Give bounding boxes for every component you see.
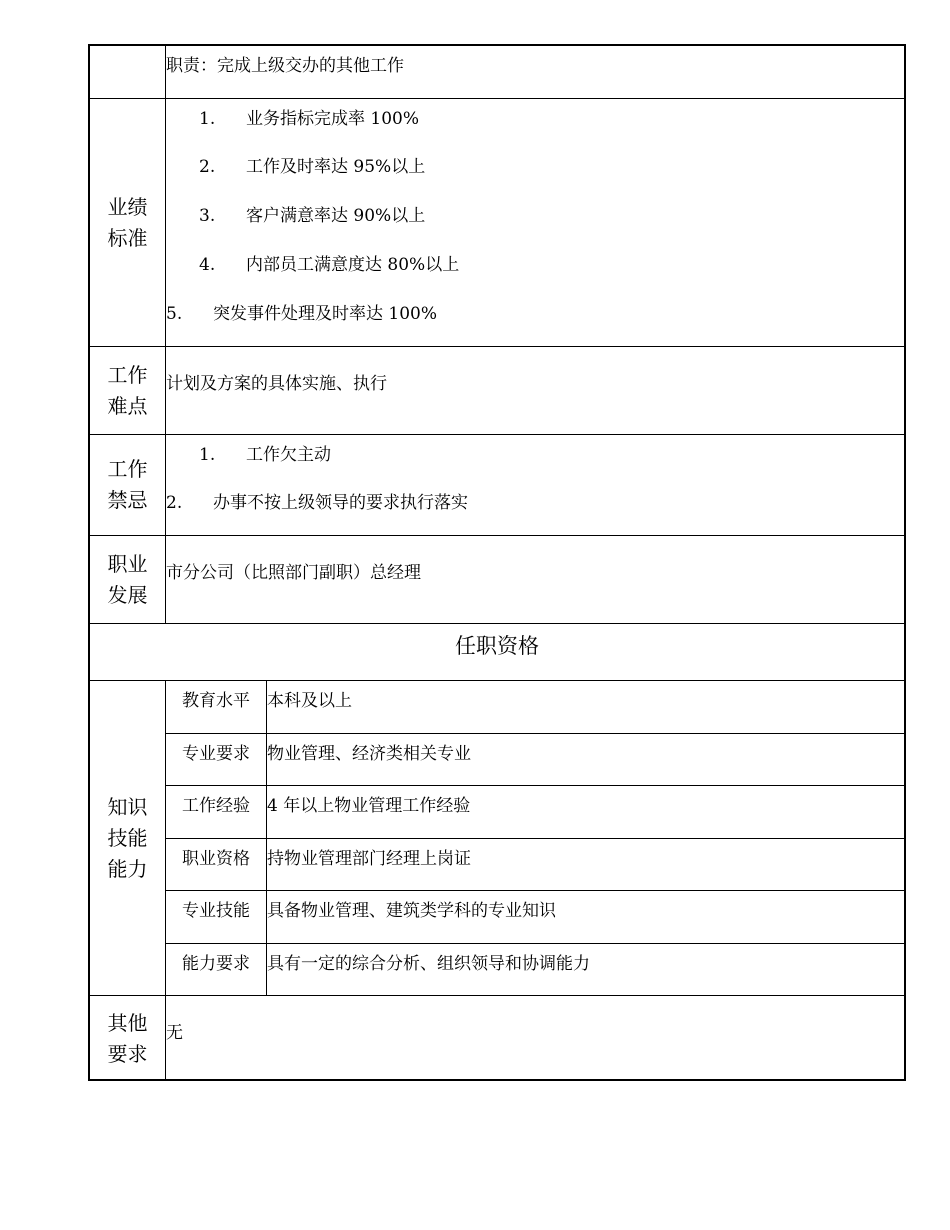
knowledge-row bbox=[90, 681, 904, 996]
table-row bbox=[166, 681, 904, 734]
job-description-table bbox=[88, 44, 906, 1081]
performance-label: 业绩标准 bbox=[90, 99, 166, 346]
other-row bbox=[90, 996, 904, 1081]
list-item: 4. 内部员工满意度达 80%以上 bbox=[199, 255, 460, 275]
career-label: 职业发展 bbox=[90, 536, 166, 623]
table-row bbox=[166, 734, 904, 786]
requirement-name: 职业资格 bbox=[166, 839, 267, 890]
difficulty-text: 计划及方案的具体实施、执行 bbox=[166, 374, 387, 394]
career-content bbox=[166, 536, 904, 623]
list-item: 1. 业务指标完成率 100% bbox=[199, 109, 420, 129]
qualification-heading: 任职资格 bbox=[455, 634, 539, 658]
other-content bbox=[166, 996, 904, 1081]
table-row bbox=[166, 839, 904, 891]
other-label: 其他要求 bbox=[90, 996, 166, 1081]
list-item: 1. 工作欠主动 bbox=[199, 445, 331, 465]
requirement-value: 本科及以上 bbox=[267, 691, 352, 711]
requirement-name: 教育水平 bbox=[166, 681, 267, 733]
requirement-value: 物业管理、经济类相关专业 bbox=[267, 744, 471, 764]
table-row bbox=[166, 944, 904, 996]
performance-row bbox=[90, 99, 904, 347]
table-row bbox=[166, 891, 904, 944]
requirement-name: 专业技能 bbox=[166, 891, 267, 943]
career-text: 市分公司（比照部门副职）总经理 bbox=[166, 563, 421, 583]
list-item: 2. 工作及时率达 95%以上 bbox=[199, 157, 426, 177]
taboo-label: 工作禁忌 bbox=[90, 435, 166, 535]
duty-label-cell bbox=[90, 46, 166, 98]
requirement-name: 专业要求 bbox=[166, 734, 267, 785]
list-item: 3. 客户满意率达 90%以上 bbox=[199, 206, 426, 226]
difficulty-content bbox=[166, 347, 904, 434]
knowledge-label: 知识技能能力 bbox=[90, 681, 166, 995]
performance-content bbox=[166, 99, 904, 346]
qualification-heading-row bbox=[90, 624, 904, 681]
taboo-content bbox=[166, 435, 904, 535]
career-row bbox=[90, 536, 904, 624]
duty-text: 职责：完成上级交办的其他工作 bbox=[166, 56, 404, 76]
difficulty-row bbox=[90, 347, 904, 435]
difficulty-label: 工作难点 bbox=[90, 347, 166, 434]
requirement-value: 具有一定的综合分析、组织领导和协调能力 bbox=[267, 954, 590, 974]
table-row bbox=[166, 786, 904, 839]
taboo-row bbox=[90, 435, 904, 536]
duty-content-cell bbox=[166, 46, 904, 98]
requirement-value: 持物业管理部门经理上岗证 bbox=[267, 849, 471, 869]
knowledge-subtable bbox=[166, 681, 904, 995]
requirement-name: 工作经验 bbox=[166, 786, 267, 838]
list-item: 2. 办事不按上级领导的要求执行落实 bbox=[166, 493, 468, 513]
requirement-name: 能力要求 bbox=[166, 944, 267, 996]
duty-row bbox=[90, 46, 904, 99]
requirement-value: 具备物业管理、建筑类学科的专业知识 bbox=[267, 901, 556, 921]
list-item: 5. 突发事件处理及时率达 100% bbox=[166, 304, 438, 324]
other-text: 无 bbox=[166, 1023, 183, 1043]
requirement-value: 4 年以上物业管理工作经验 bbox=[267, 796, 471, 816]
